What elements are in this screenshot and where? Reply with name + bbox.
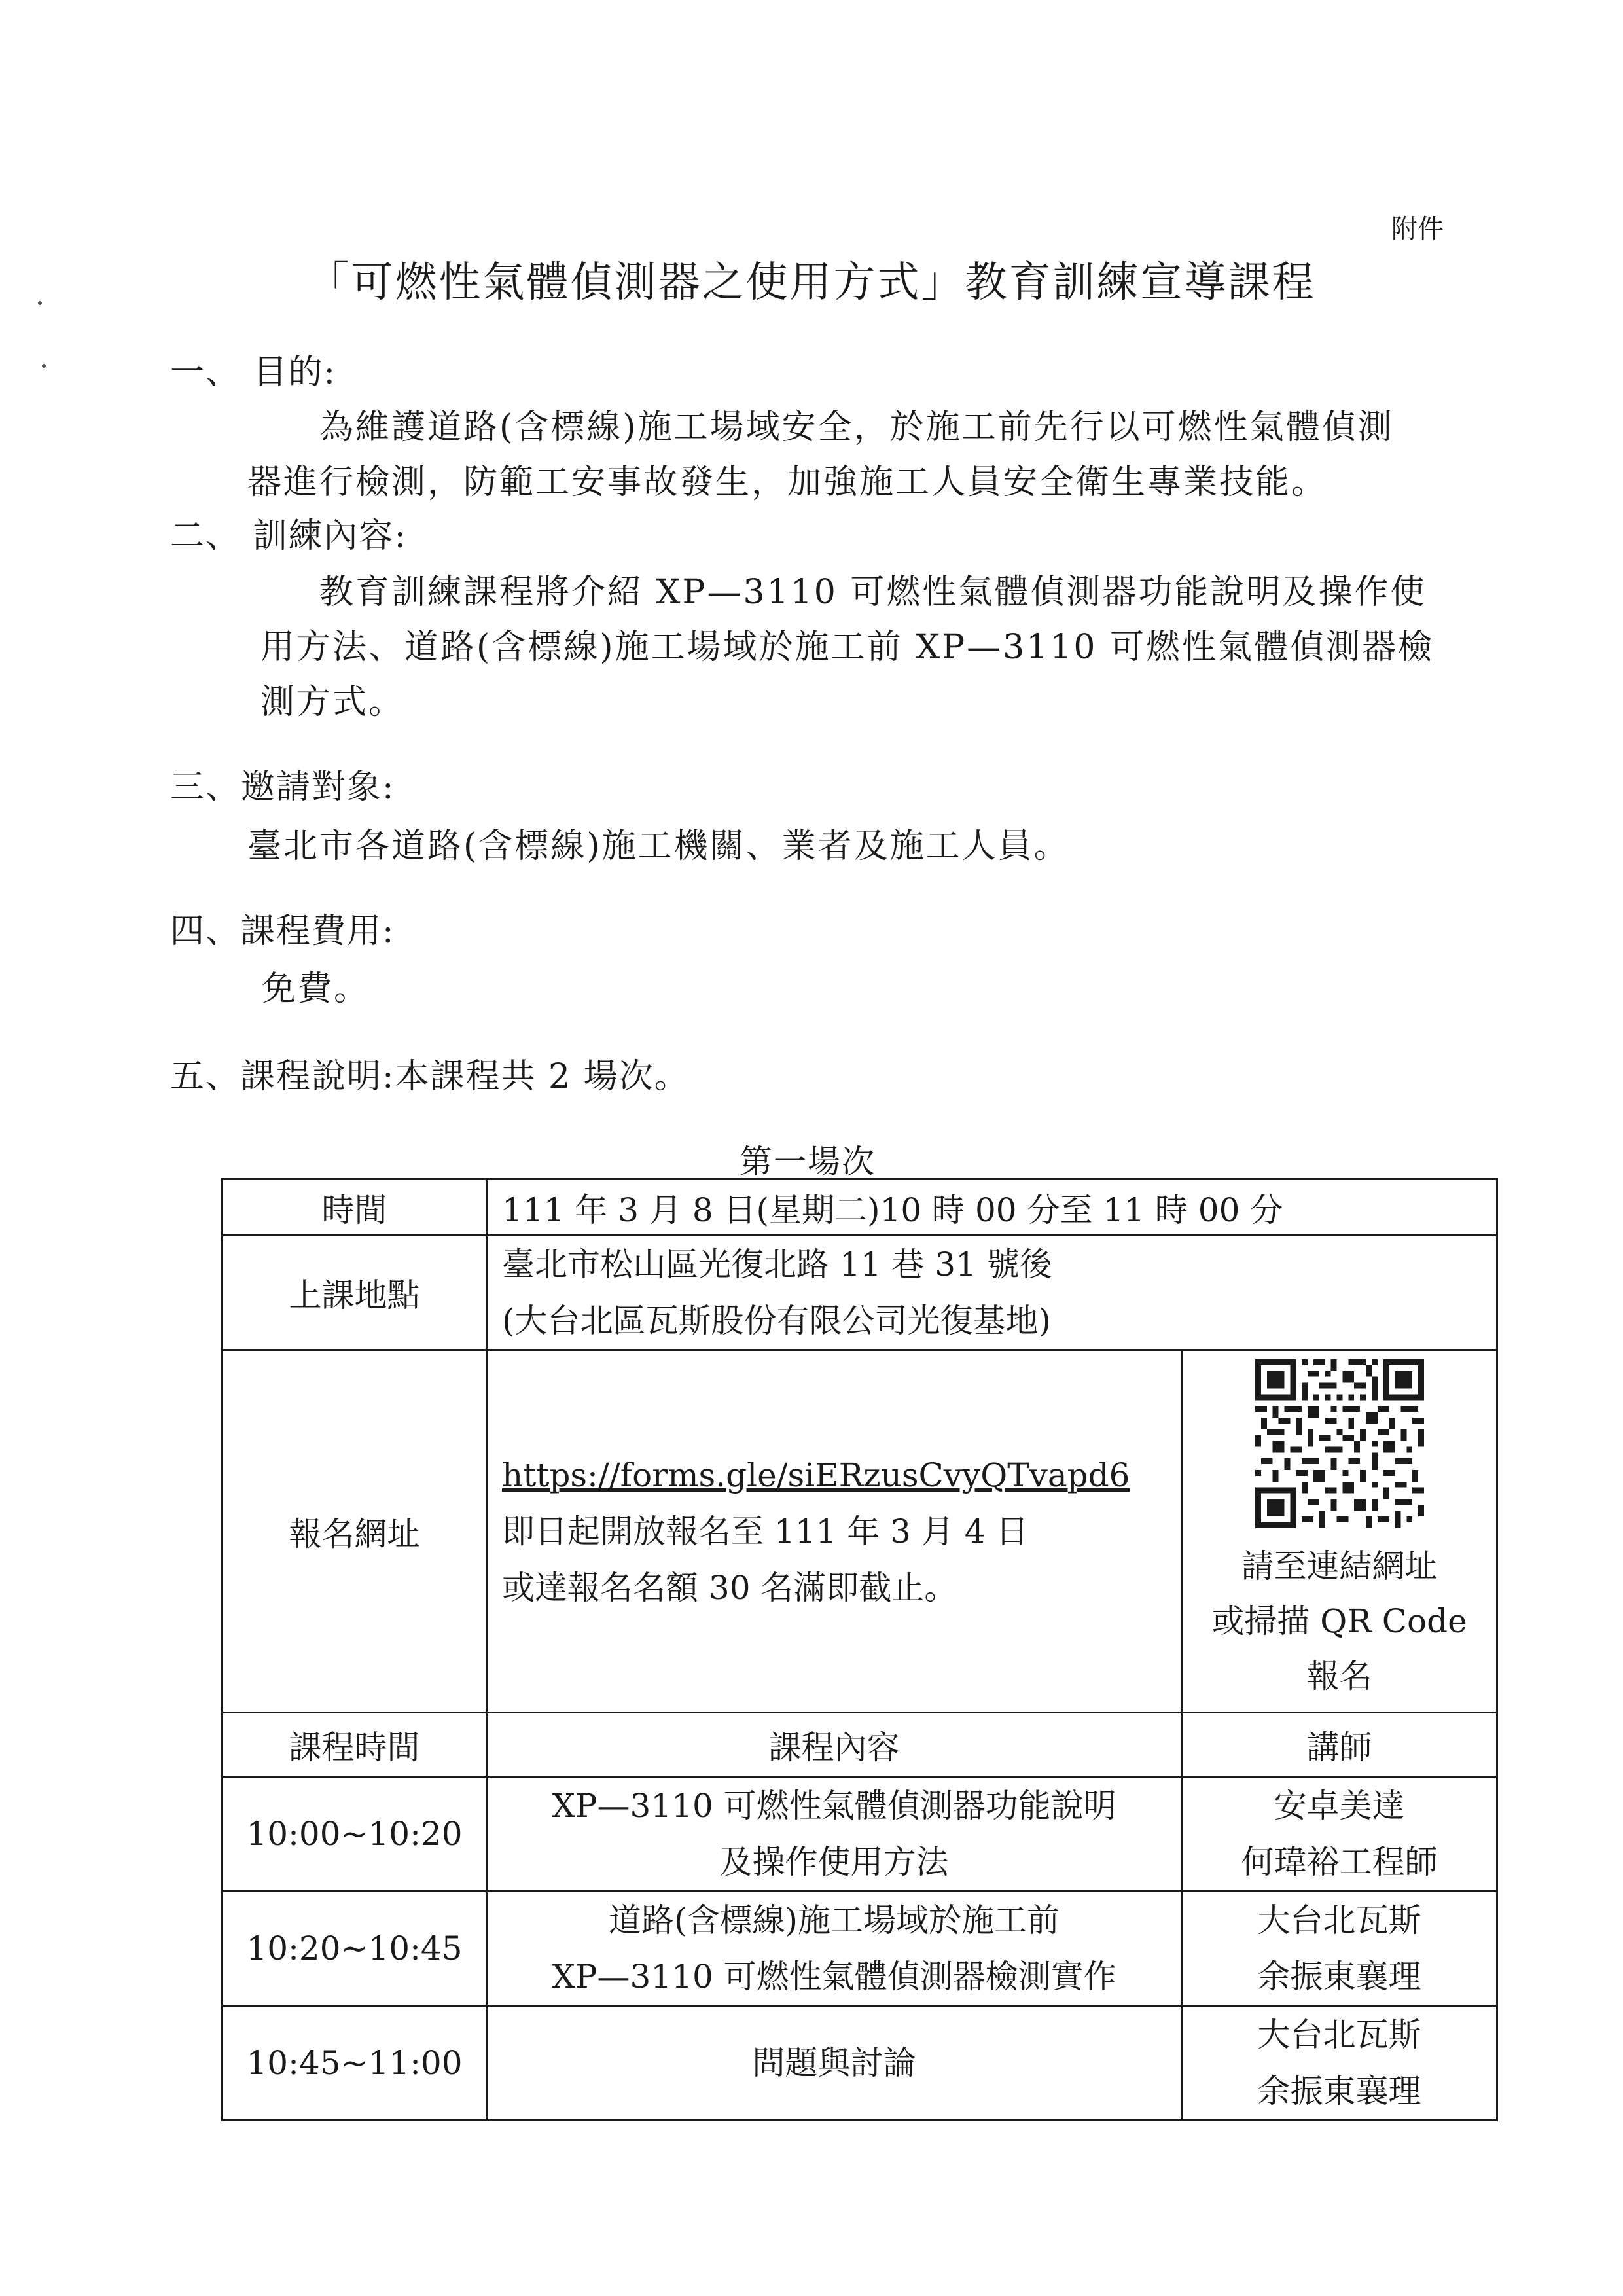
session-table xyxy=(221,1178,1498,2121)
qr-caption: 請至連結網址 xyxy=(1241,1547,1438,1585)
section-text: 器進行檢測，防範工安事故發生，加強施工人員安全衛生專業技能。 xyxy=(247,463,1328,502)
schedule-content xyxy=(487,1892,1182,2006)
schedule-lecturer xyxy=(1182,2006,1497,2121)
table-row xyxy=(223,1892,1497,2006)
registration-note: 或達報名名額 30 名滿即截止。 xyxy=(502,1568,957,1607)
section-text: 臺北市各道路(含標線)施工機關、業者及施工人員。 xyxy=(247,827,1070,866)
table-row xyxy=(223,1179,1497,1236)
section-text: 教育訓練課程將介紹 XP—3110 可燃性氣體偵測器功能說明及操作使 xyxy=(319,573,1427,612)
registration-note: 即日起開放報名至 111 年 3 月 4 日 xyxy=(502,1512,1029,1551)
section-heading-training-content: 二、 訓練內容: xyxy=(170,516,408,556)
qr-caption: 報名 xyxy=(1306,1657,1372,1695)
section-heading-fee: 四、課程費用: xyxy=(170,912,395,951)
section-heading-course-description: 五、課程說明:本課程共 2 場次。 xyxy=(170,1057,690,1096)
location-line: 臺北市松山區光復北路 11 巷 31 號後 xyxy=(502,1246,1052,1283)
attachment-label: 附件 xyxy=(1391,214,1444,244)
scan-speck xyxy=(42,364,46,368)
label-cell: 上課地點 xyxy=(223,1236,487,1350)
table-row xyxy=(223,1236,1497,1350)
content-line: 及操作使用方法 xyxy=(719,1843,949,1881)
schedule-lecturer xyxy=(1182,1892,1497,2006)
table-row xyxy=(223,1350,1497,1713)
registration-url-link[interactable]: https://forms.gle/siERzusCvyQTvapd6 xyxy=(502,1456,1130,1494)
column-header: 講師 xyxy=(1182,1713,1497,1777)
schedule-content xyxy=(487,2006,1182,2121)
schedule-time: 10:20~10:45 xyxy=(223,1892,487,2006)
section-text: 為維護道路(含標線)施工場域安全，於施工前先行以可燃性氣體偵測 xyxy=(319,408,1394,447)
table-header-row xyxy=(223,1713,1497,1777)
lecturer-line: 余振東襄理 xyxy=(1257,2072,1421,2110)
content-line: 問題與討論 xyxy=(752,2044,916,2082)
table-caption: 第一場次 xyxy=(740,1143,876,1181)
lecturer-line: 余振東襄理 xyxy=(1257,1958,1421,1996)
schedule-time: 10:00~10:20 xyxy=(223,1777,487,1892)
column-header: 課程時間 xyxy=(223,1713,487,1777)
location-line: (大台北區瓦斯股份有限公司光復基地) xyxy=(502,1302,1052,1340)
lecturer-line: 何瑋裕工程師 xyxy=(1241,1843,1438,1881)
table-row xyxy=(223,2006,1497,2121)
section-text: 免費。 xyxy=(262,969,370,1009)
registration-cell xyxy=(487,1350,1182,1713)
table-row xyxy=(223,1777,1497,1892)
schedule-content xyxy=(487,1777,1182,1892)
content-line: 道路(含標線)施工場域於施工前 xyxy=(608,1901,1060,1939)
lecturer-line: 大台北瓦斯 xyxy=(1257,1901,1421,1939)
qr-caption: 或掃描 QR Code xyxy=(1211,1602,1467,1640)
label-cell: 時間 xyxy=(223,1179,487,1236)
lecturer-line: 安卓美達 xyxy=(1274,1787,1405,1825)
content-line: XP—3110 可燃性氣體偵測器功能說明 xyxy=(552,1787,1116,1825)
section-heading-purpose: 一、 目的: xyxy=(170,353,337,392)
document-title: 「可燃性氣體偵測器之使用方式」教育訓練宣導課程 xyxy=(307,259,1316,307)
label-cell: 報名網址 xyxy=(223,1350,487,1713)
column-header: 課程內容 xyxy=(487,1713,1182,1777)
qr-code-icon[interactable] xyxy=(1255,1359,1424,1528)
section-text: 測方式。 xyxy=(260,683,405,722)
time-value: 111 年 3 月 8 日(星期二)10 時 00 分至 11 時 00 分 xyxy=(487,1179,1497,1236)
qr-cell xyxy=(1182,1350,1497,1713)
schedule-lecturer xyxy=(1182,1777,1497,1892)
lecturer-line: 大台北瓦斯 xyxy=(1257,2016,1421,2054)
schedule-time: 10:45~11:00 xyxy=(223,2006,487,2121)
location-cell xyxy=(487,1236,1497,1350)
section-heading-audience: 三、邀請對象: xyxy=(170,768,395,807)
section-text: 用方法、道路(含標線)施工場域於施工前 XP—3110 可燃性氣體偵測器檢 xyxy=(260,628,1434,667)
content-line: XP—3110 可燃性氣體偵測器檢測實作 xyxy=(552,1958,1116,1996)
